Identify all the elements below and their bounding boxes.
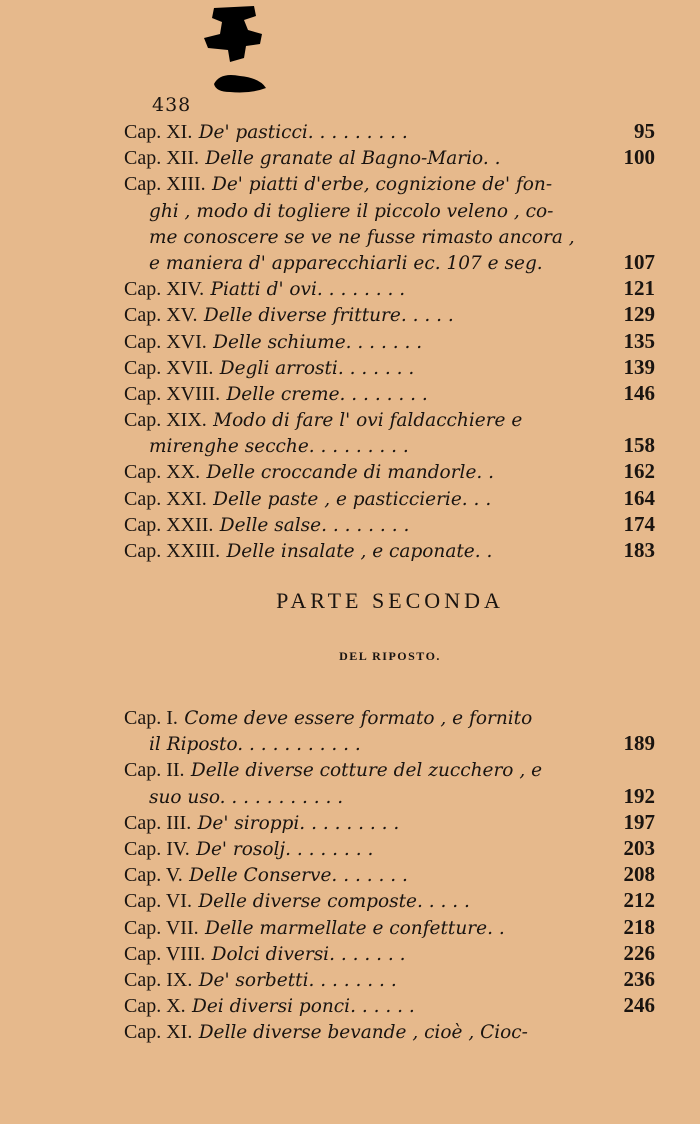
chapter-label: Cap. XXII.	[124, 513, 214, 536]
chapter-title: e maniera d' apparecchiarli ec. 107 e seg.	[149, 252, 543, 274]
toc-entry-line	[124, 756, 669, 782]
chapter-title: Delle granate al Bagno-Mario. .	[205, 148, 501, 170]
chapter-label: Cap. XV.	[124, 304, 198, 327]
chapter-page-number: 107	[623, 249, 655, 274]
chapter-label: Cap. XI.	[124, 121, 193, 143]
chapter-label: Cap. VIII.	[124, 942, 206, 965]
toc-entry-line	[124, 223, 669, 249]
chapter-label: Cap. XVIII.	[124, 382, 221, 405]
table-of-contents-part1	[124, 118, 669, 563]
toc-entry-line	[124, 406, 669, 432]
chapter-label: Cap. XI.	[124, 1021, 193, 1044]
chapter-label: Cap. XIV.	[124, 278, 205, 301]
toc-entry-line	[124, 301, 669, 327]
chapter-title: De' siroppi. . . . . . . . .	[197, 812, 400, 834]
chapter-title: Delle creme. . . . . . . .	[226, 383, 428, 405]
chapter-label: Cap. XIII.	[124, 173, 206, 196]
chapter-label: Cap. VII.	[124, 916, 199, 939]
ink-blot-icon	[200, 4, 270, 64]
chapter-page-number: 197	[623, 809, 655, 834]
table-of-contents-part2	[124, 704, 669, 1044]
chapter-page-number: 129	[623, 302, 655, 327]
toc-entry-line	[124, 511, 669, 537]
chapter-title: Delle marmellate e confetture. .	[204, 917, 505, 939]
toc-entry-line	[124, 914, 669, 940]
toc-entry-line	[124, 940, 669, 966]
chapter-title: il Riposto. . . . . . . . . . .	[149, 734, 361, 756]
chapter-title: mirenghe secche. . . . . . . . .	[149, 436, 409, 458]
chapter-label: Cap. I.	[124, 707, 178, 729]
section-subheading: DEL RIPOSTO.	[339, 649, 441, 663]
chapter-title: Delle insalate , e caponate. .	[226, 541, 493, 562]
chapter-title: Delle diverse composte. . . . .	[198, 891, 470, 913]
chapter-label: Cap. IV.	[124, 837, 190, 860]
chapter-label: Cap. XXIII.	[124, 540, 221, 562]
chapter-page-number: 162	[623, 459, 655, 484]
toc-entry-line	[124, 704, 669, 730]
chapter-title: Delle diverse fritture. . . . .	[203, 305, 454, 327]
chapter-title: Delle croccande di mandorle. .	[206, 462, 495, 484]
chapter-title: De' piatti d'erbe, cognizione de' fon-	[212, 174, 553, 196]
chapter-label: Cap. III.	[124, 811, 192, 834]
chapter-page-number: 203	[623, 835, 655, 860]
toc-entry-line	[124, 328, 669, 354]
chapter-title: Degli arrosti. . . . . . .	[219, 357, 415, 379]
chapter-page-number: 212	[623, 888, 655, 913]
chapter-title: De' rosolj. . . . . . . .	[196, 838, 374, 860]
toc-entry-line	[124, 861, 669, 887]
chapter-page-number: 174	[623, 511, 655, 536]
chapter-title: De' sorbetti. . . . . . . .	[198, 969, 397, 991]
toc-entry-line	[124, 458, 669, 484]
chapter-page-number: 158	[623, 433, 655, 458]
toc-entry-line	[124, 197, 669, 223]
chapter-title: Dolci diversi. . . . . . .	[211, 943, 406, 965]
chapter-page-number: 236	[623, 966, 655, 991]
chapter-title: Piatti d' ovi. . . . . . . .	[210, 279, 406, 301]
chapter-page-number: 208	[623, 862, 655, 887]
chapter-page-number: 100	[623, 145, 655, 170]
toc-entry-line	[124, 966, 669, 992]
toc-entry-line	[124, 537, 669, 563]
chapter-title: Modo di fare l' ovi faldacchiere e	[213, 410, 523, 432]
chapter-page-number: 246	[623, 993, 655, 1018]
toc-entry-line	[124, 432, 669, 458]
chapter-title: Delle Conserve. . . . . . .	[189, 865, 408, 887]
toc-entry-line	[124, 809, 669, 835]
toc-entry-line	[124, 485, 669, 511]
toc-entry-line	[124, 118, 669, 144]
chapter-page-number: 218	[623, 914, 655, 939]
toc-entry-line	[124, 275, 669, 301]
page-number: 438	[152, 94, 192, 116]
chapter-page-number: 226	[623, 940, 655, 965]
chapter-page-number: 135	[623, 328, 655, 353]
chapter-label: Cap. XVI.	[124, 330, 207, 353]
section-heading: PARTE SECONDA	[276, 588, 504, 613]
toc-entry-line	[124, 835, 669, 861]
toc-entry-line	[124, 380, 669, 406]
chapter-page-number: 164	[623, 485, 655, 510]
toc-entry-line	[124, 170, 669, 196]
chapter-page-number: 183	[623, 538, 655, 562]
toc-entry-line	[124, 249, 669, 275]
toc-entry-line	[124, 1018, 669, 1044]
chapter-label: Cap. V.	[124, 864, 183, 887]
chapter-title: Delle diverse bevande , cioè , Cioc-	[198, 1022, 528, 1044]
chapter-label: Cap. XIX.	[124, 409, 207, 432]
chapter-title: Dei diversi ponci. . . . . .	[192, 996, 415, 1018]
chapter-title: De' pasticci. . . . . . . . .	[198, 122, 408, 143]
chapter-page-number: 189	[623, 731, 655, 756]
chapter-label: Cap. VI.	[124, 890, 192, 913]
chapter-title: Come deve essere formato , e fornito	[184, 708, 533, 729]
chapter-label: Cap. IX.	[124, 968, 193, 991]
toc-entry-line	[124, 783, 669, 809]
chapter-label: Cap. XVII.	[124, 356, 214, 379]
chapter-title: suo uso. . . . . . . . . . .	[149, 786, 344, 808]
chapter-label: Cap. XII.	[124, 147, 199, 170]
chapter-page-number: 139	[623, 354, 655, 379]
toc-entry-line	[124, 887, 669, 913]
toc-entry-line	[124, 992, 669, 1018]
chapter-label: Cap. XXI.	[124, 487, 207, 510]
toc-entry-line	[124, 144, 669, 170]
ink-smudge-icon	[210, 70, 270, 100]
chapter-title: Delle paste , e pasticcierie. . .	[213, 488, 492, 510]
chapter-page-number: 95	[634, 119, 655, 143]
chapter-label: Cap. II.	[124, 759, 185, 782]
chapter-title: ghi , modo di togliere il piccolo veleno , co-	[149, 200, 554, 222]
chapter-title: Delle salse. . . . . . . .	[219, 514, 410, 536]
chapter-page-number: 146	[623, 380, 655, 405]
toc-entry-line	[124, 730, 669, 756]
chapter-label: Cap. XX.	[124, 461, 201, 484]
chapter-title: Delle diverse cotture del zucchero , e	[190, 760, 543, 782]
chapter-page-number: 192	[623, 783, 655, 808]
chapter-title: me conoscere se ve ne fusse rimasto ancora ,	[149, 226, 575, 248]
chapter-label: Cap. X.	[124, 995, 186, 1018]
toc-entry-line	[124, 354, 669, 380]
chapter-title: Delle schiume. . . . . . .	[213, 331, 423, 353]
chapter-page-number: 121	[623, 276, 655, 301]
